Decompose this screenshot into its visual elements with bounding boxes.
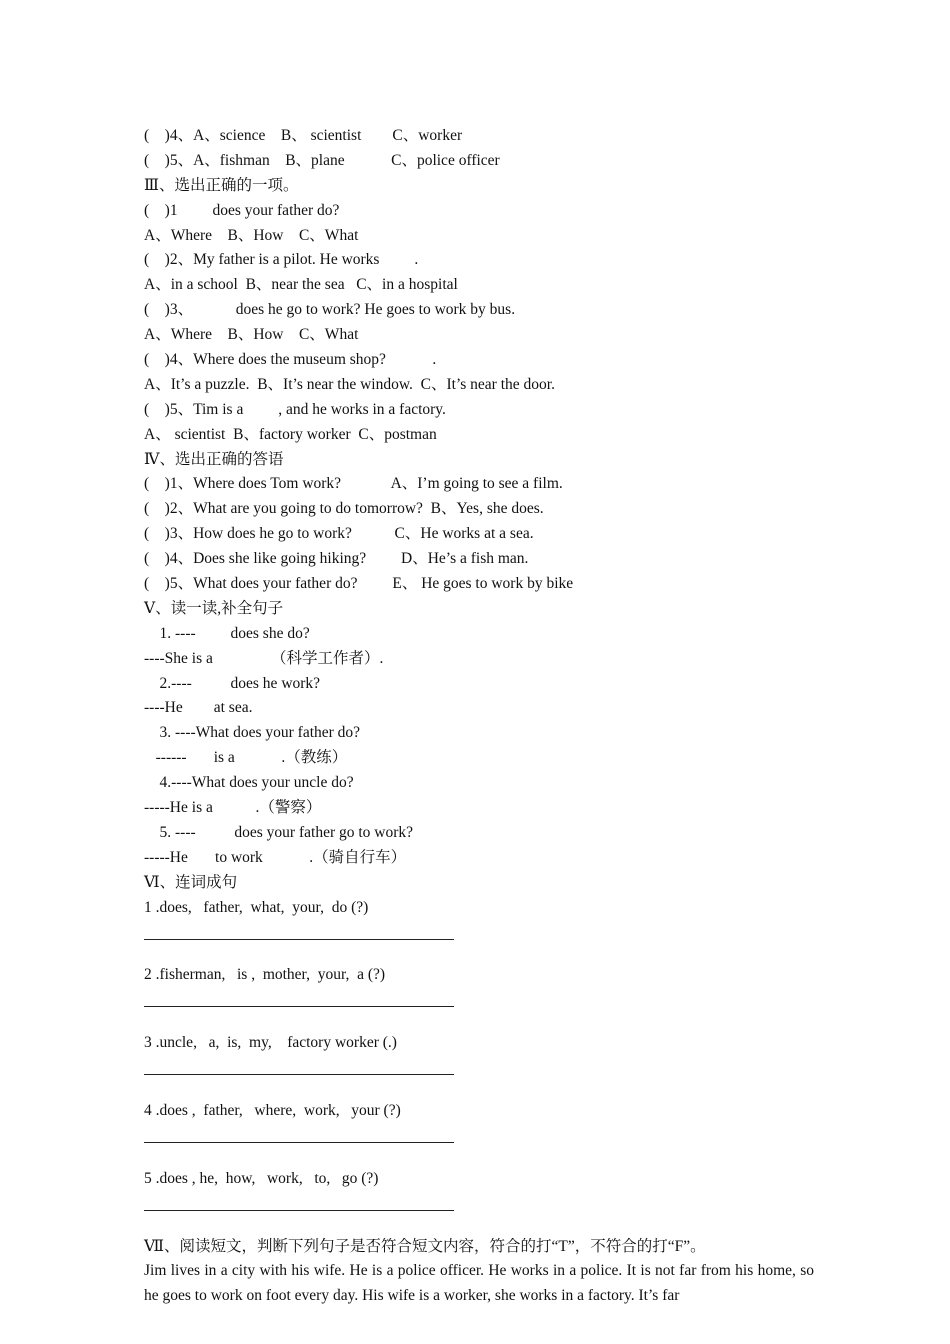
text-line: ( )2、What are you going to do tomorrow? B、Yes, she does. (144, 500, 544, 518)
section-heading: Ⅳ、选出正确的答语 (144, 450, 284, 468)
text-line: ( )5、A、fishman B、plane C、police officer (144, 151, 500, 169)
text-line: ( )4、Does she like going hiking? D、He’s a fish man. (144, 550, 529, 568)
text-line: -----He is a .（警察） (144, 799, 322, 817)
sentence-prompt: 5 .does , he, how, work, to, go (?) (144, 1169, 379, 1187)
text-line: 1. ---- does she do? (144, 624, 310, 642)
text-line: ( )1、Where does Tom work? A、I’m going to see a film. (144, 475, 563, 493)
text-line: ----He at sea. (144, 699, 253, 717)
text-line: ( )1 does your father do? (144, 201, 340, 219)
reading-passage: Jim lives in a city with his wife. He is a police officer. He works in a police. It is not far from his home, so he goes to work on foot every day. His wife is a worker, she works in a factory. It’s far (144, 1262, 814, 1305)
text-line: -----He to work .（骑自行车） (144, 848, 407, 866)
answer-blank[interactable] (144, 1210, 814, 1235)
answer-blank[interactable] (144, 1142, 814, 1167)
text-line: A、in a school B、near the sea C、in a hospital (144, 276, 458, 294)
section-heading: Ⅶ、阅读短文，判断下列句子是否符合短文内容，符合的打“T”，不符合的打“F”。 (144, 1237, 706, 1255)
answer-blank[interactable] (144, 1074, 814, 1099)
text-line: ( )4、Where does the museum shop? . (144, 351, 437, 369)
section-heading: Ⅵ、连词成句 (144, 873, 238, 891)
worksheet (144, 124, 814, 1309)
text-line: A、It’s a puzzle. B、It’s near the window. C、It’s near the door. (144, 375, 555, 393)
text-line: ( )4、A、science B、 scientist C、worker (144, 127, 463, 144)
text-line: ( )2、My father is a pilot. He works . (144, 251, 419, 269)
text-line: ------ is a .（教练） (144, 749, 348, 767)
text-line: ( )5、Tim is a , and he works in a factory. (144, 400, 446, 418)
sentence-prompt: 1 .does, father, what, your, do (?) (144, 898, 369, 916)
sentence-prompt: 3 .uncle, a, is, my, factory worker (.) (144, 1034, 397, 1052)
section-heading: Ⅴ、读一读,补全句子 (144, 599, 284, 617)
text-line: ( )5、What does your father do? E、 He goes to work by bike (144, 575, 574, 593)
text-line: A、Where B、How C、What (144, 326, 359, 344)
text-line: ----She is a （科学工作者）. (144, 649, 384, 667)
sentence-prompt: 2 .fisherman, is , mother, your, a (?) (144, 966, 386, 984)
text-line: A、Where B、How C、What (144, 226, 359, 244)
text-line: ( )3、 does he go to work? He goes to work by bus. (144, 301, 516, 319)
exercise-lines (144, 124, 814, 896)
answer-blank[interactable] (144, 939, 814, 964)
text-line: 4.----What does your uncle do? (144, 774, 354, 792)
text-line: ( )3、How does he go to work? C、He works at a sea. (144, 525, 534, 543)
text-line: A、 scientist B、factory worker C、postman (144, 425, 437, 443)
text-line: 3. ----What does your father do? (144, 724, 361, 742)
text-line: 5. ---- does your father go to work? (144, 823, 414, 841)
text-line: 2.---- does he work? (144, 674, 321, 692)
answer-blank[interactable] (144, 1006, 814, 1031)
section-heading: Ⅲ、选出正确的一项。 (144, 176, 299, 194)
sentence-prompt: 4 .does , father, where, work, your (?) (144, 1101, 401, 1119)
sentence-building (144, 896, 814, 1235)
